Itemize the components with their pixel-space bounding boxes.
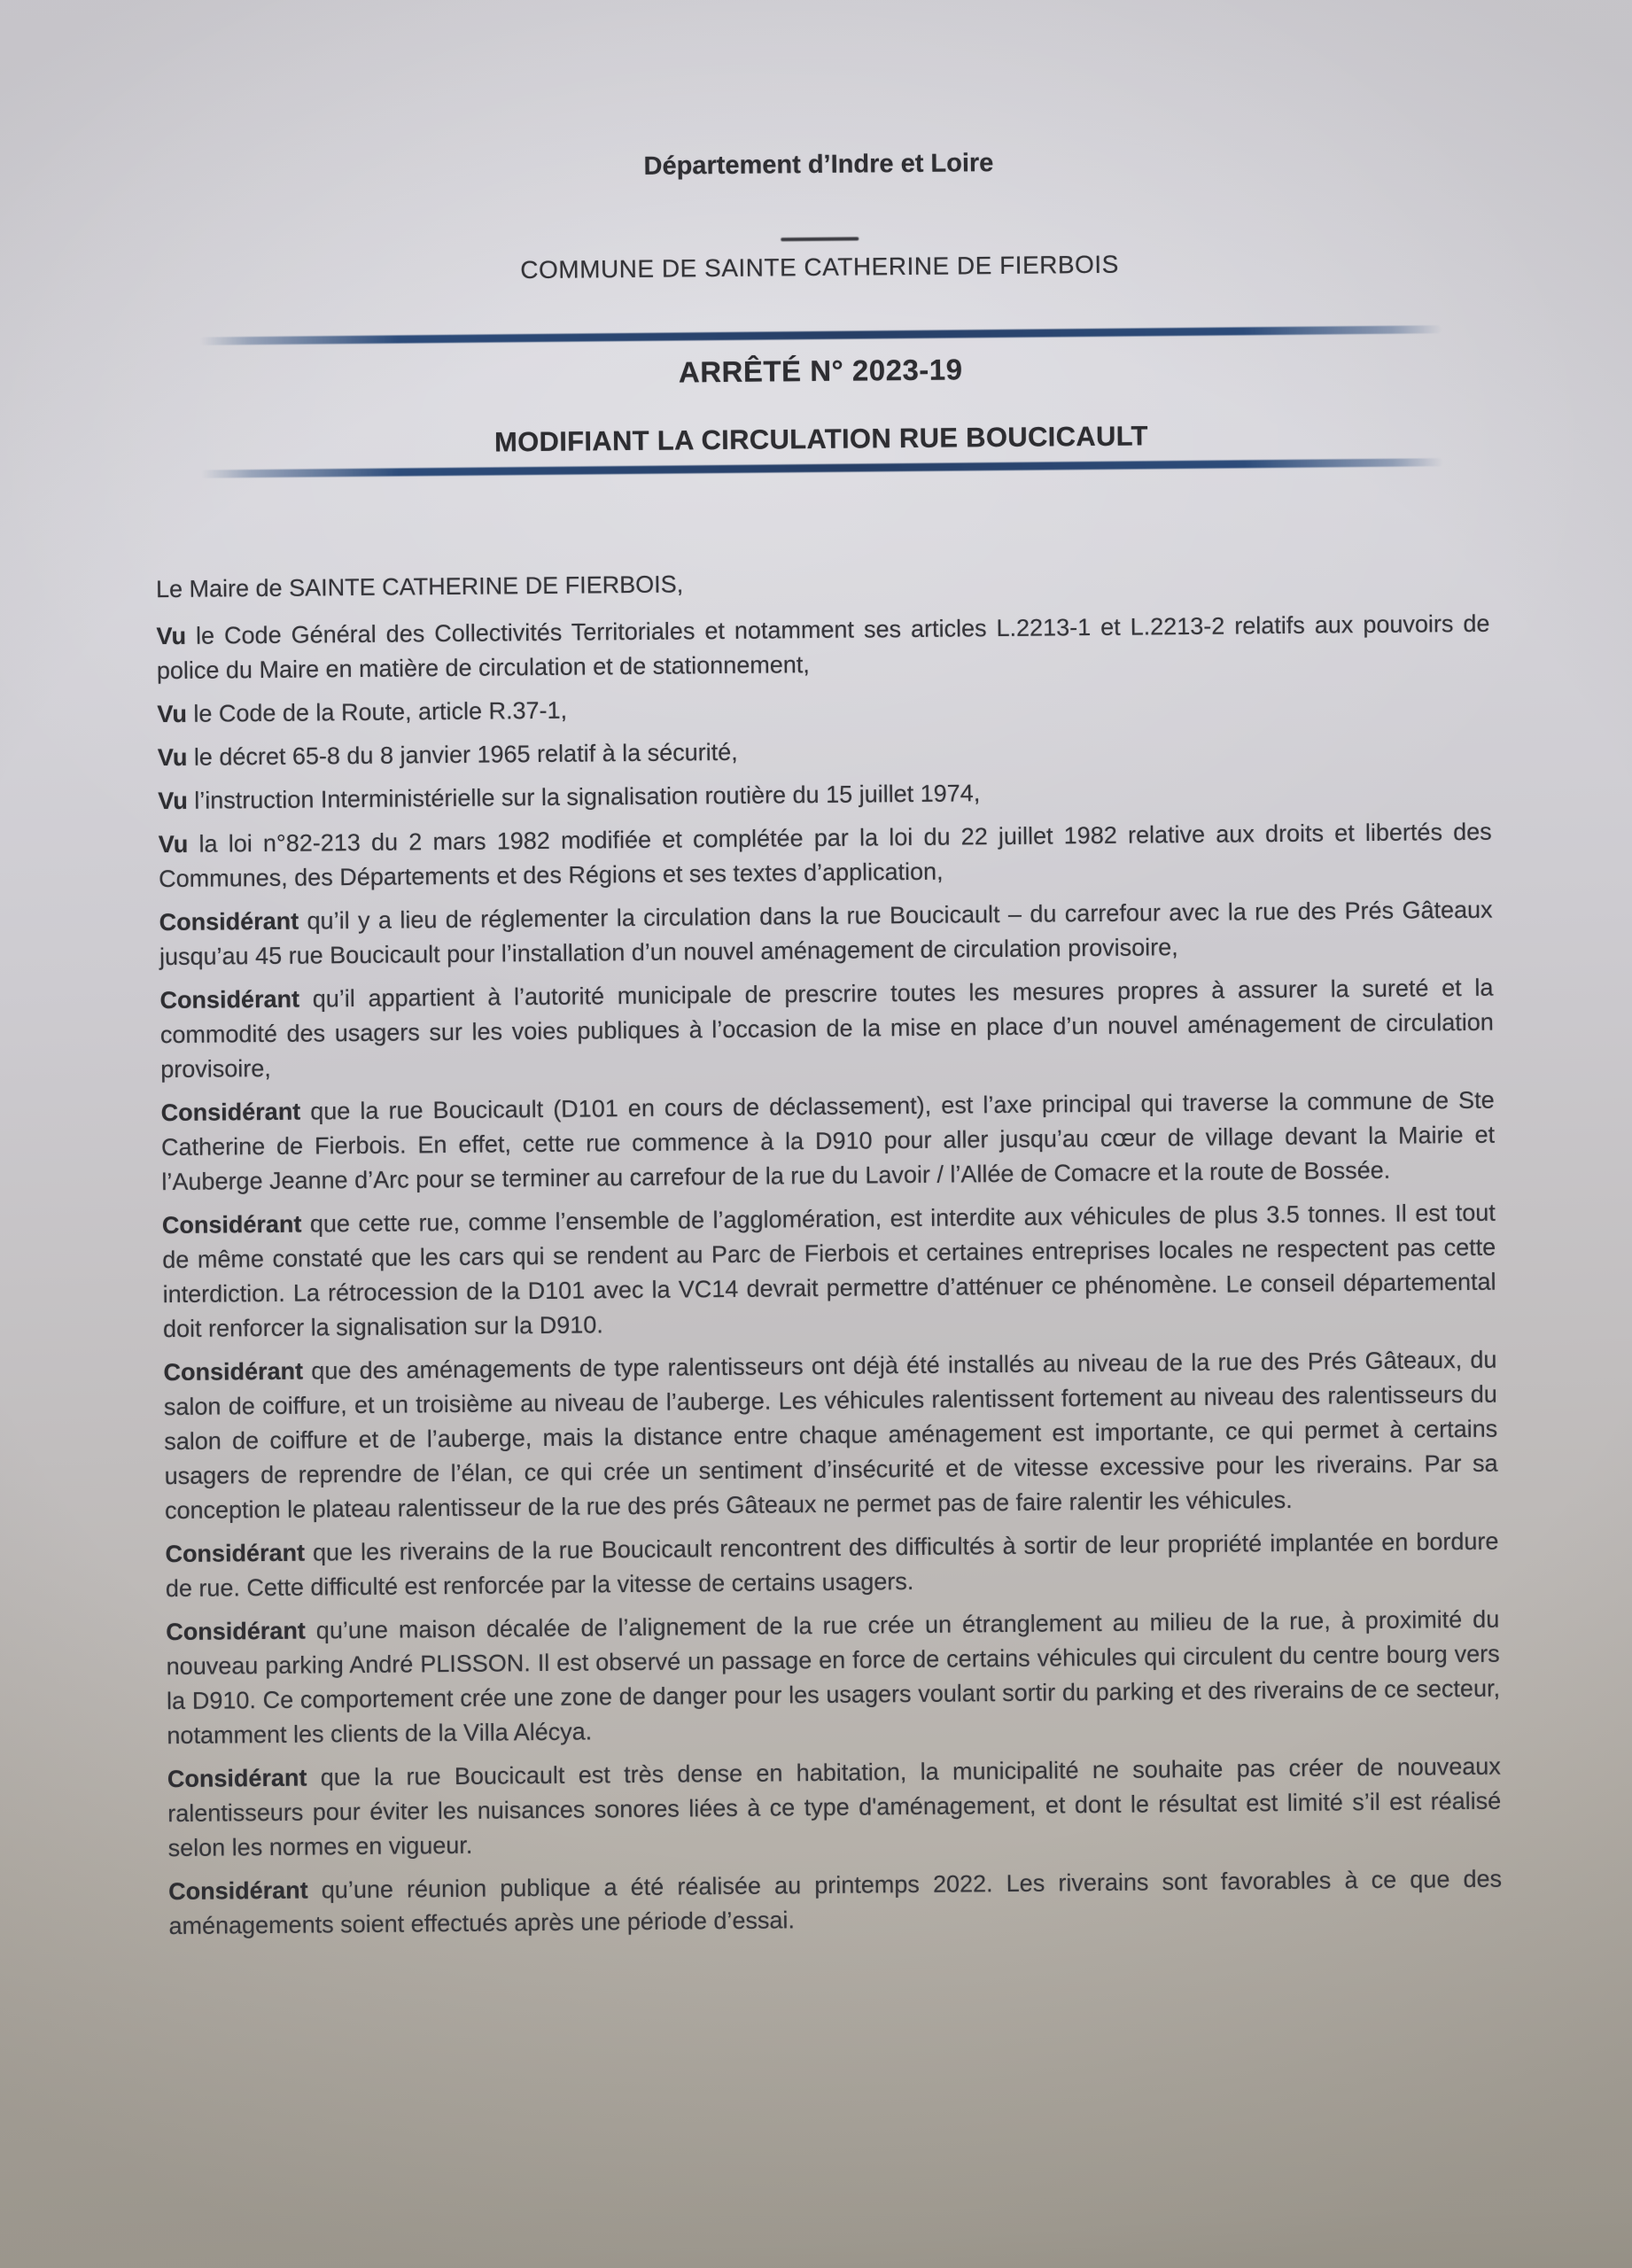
- paragraph-text: l’instruction Interministérielle sur la signalisation routière du 15 juillet 1974,: [187, 780, 981, 814]
- body-text: [156, 560, 1503, 1944]
- body-paragraph: [156, 607, 1490, 688]
- paragraph-lead-word: Vu: [158, 787, 188, 815]
- body-paragraph: [158, 728, 1491, 775]
- body-paragraph: [168, 1862, 1503, 1944]
- body-paragraph: [159, 893, 1493, 975]
- body-paragraph: [165, 1525, 1499, 1606]
- body-paragraph: [161, 1084, 1496, 1200]
- paragraph-text: qu’une maison décalée de l’alignement de la rue crée un étranglement au milieu de la rue, à proximité du nouveau parking André PLISSON. Il est observé un passage en force de certains véhicules qui circulent du centre bourg vers la D910. Ce comportement crée une zone de danger pour les usagers voulant sortir du parking et des riverains de ce secteur, notamment les clients de la Villa Alécya.: [166, 1605, 1501, 1750]
- paragraph-lead-word: Considérant: [167, 1764, 307, 1793]
- paragraph-lead-word: Vu: [157, 743, 188, 772]
- paragraph-text: que la rue Boucicault est très dense en habitation, la municipalité ne souhaite pas créer de nouveaux ralentisseurs pour éviter les nuisances sonores liées à ce type d'aménagement, et dont le résultat est limité s’il est réalisé selon les normes en vigueur.: [167, 1752, 1502, 1862]
- commune-heading: COMMUNE DE SAINTE CATHERINE DE FIERBOIS: [520, 250, 1119, 284]
- paragraph-lead-word: Considérant: [159, 985, 300, 1014]
- header-divider-rule: [781, 237, 859, 242]
- body-paragraph: [162, 1196, 1496, 1347]
- paragraph-text: que des aménagements de type ralentisseurs ont déjà été installés au niveau de la rue des Prés Gâteaux, du salon de coiffure, et un troisième au niveau de l’auberge. Les véhicules ralentissent fortement au niveau des ralentisseurs du salon de coiffure et de l’auberge, mais la distance entre chaque aménagement est importante, ce qui permet à certains usagers de reprendre de l’élan, ce qui crée un sentiment d’insécurité et de vitesse excessive pour les riverains. Par sa conception le plateau ralentisseur de la rue des prés Gâteaux ne permet pas de faire ralentir les véhicules.: [163, 1346, 1498, 1525]
- paragraph-text: le Code de la Route, article R.37-1,: [186, 696, 568, 727]
- body-paragraph: [159, 971, 1494, 1087]
- text-column: [151, 0, 1503, 1953]
- paragraph-lead-word: Considérant: [163, 1357, 304, 1386]
- paragraph-text: le Code Général des Collectivités Territoriales et notamment ses articles L.2213-1 et L.2213-2 relatifs aux pouvoirs de police du Maire en matière de circulation et de stationnement,: [156, 610, 1490, 685]
- paragraph-lead-word: Vu: [158, 830, 189, 858]
- body-paragraph: [163, 1343, 1498, 1528]
- department-heading: Département d’Indre et Loire: [643, 149, 994, 181]
- paragraph-text: que la rue Boucicault (D101 en cours de déclassement), est l’axe principal qui traverse la commune de Ste Catherine de Fierbois. En effet, cette rue commence à la D910 pour aller jusqu’au cœur de village devant la Mairie et l’Auberge Jeanne d’Arc pour se terminer au carrefour de la rue du Lavoir / l’Allée de Comacre et la route de Bossée.: [160, 1086, 1496, 1196]
- paragraph-lead-word: Vu: [156, 622, 187, 650]
- arrete-subtitle: MODIFIANT LA CIRCULATION RUE BOUCICAULT: [493, 420, 1148, 458]
- paragraph-text: la loi n°82-213 du 2 mars 1982 modifiée et complétée par la loi du 22 juillet 1982 relative aux droits et libertés des Communes, des Départements et des Régions et ses textes d’application,: [159, 818, 1492, 893]
- paragraph-lead-word: Considérant: [161, 1210, 302, 1239]
- title-rule-top: [199, 325, 1442, 345]
- paragraph-lead-word: Considérant: [167, 1876, 308, 1906]
- paragraph-text: le décret 65-8 du 8 janvier 1965 relatif à la sécurité,: [187, 738, 738, 771]
- paragraph-lead-word: Considérant: [160, 1098, 301, 1127]
- body-paragraph: [158, 772, 1491, 819]
- paragraph-lead-word: Considérant: [166, 1617, 306, 1646]
- body-paragraph: [159, 815, 1493, 897]
- paragraph-text: qu’il appartient à l’autorité municipale de prescrire toutes les mesures propres à assurer la sureté et la commodité des usagers sur les voies publiques à l’occasion de la mise en place d’un nouvel aménagement de circulation provisoire,: [159, 974, 1494, 1084]
- body-paragraphs: [156, 607, 1502, 1944]
- paragraph-text: qu’il y a lieu de réglementer la circulation dans la rue Boucicault – du carrefour avec la rue des Prés Gâteaux jusqu’au 45 rue Boucicault pour l’installation d’un nouvel aménagement de circulation provisoire,: [159, 896, 1493, 971]
- body-paragraph: [167, 1750, 1502, 1866]
- paragraph-text: qu’une réunion publique a été réalisée au printemps 2022. Les riverains sont favorables à ce que des aménagements soient effectués après une période d’essai.: [168, 1865, 1503, 1940]
- paragraph-lead-word: Vu: [157, 700, 188, 728]
- paragraph-lead-word: Considérant: [165, 1539, 306, 1568]
- body-paragraph: [157, 685, 1490, 732]
- paragraph-text: que les riverains de la rue Boucicault rencontrent des difficultés à sortir de leur propriété implantée en bordure de rue. Cette difficulté est renforcée par la vitesse de certains usagers.: [165, 1527, 1499, 1603]
- arrete-number-title: ARRÊTÉ N° 2023-19: [678, 353, 963, 389]
- paragraph-text: que cette rue, comme l’ensemble de l’agglomération, est interdite aux véhicules de plus 3.5 tonnes. Il est tout de même constaté que les cars qui se rendent au Parc de Fierbois et certaines entreprises locales ne respectent pas cette interdiction. La rétrocession de la D101 avec la VC14 devrait permettre d’atténuer ce phénomène. Le conseil départemental doit renforcer la signalisation sur la D910.: [162, 1199, 1496, 1343]
- intro-line: Le Maire de SAINTE CATHERINE DE FIERBOIS,: [155, 571, 684, 603]
- paragraph-lead-word: Considérant: [159, 907, 299, 936]
- body-paragraph: [166, 1603, 1500, 1753]
